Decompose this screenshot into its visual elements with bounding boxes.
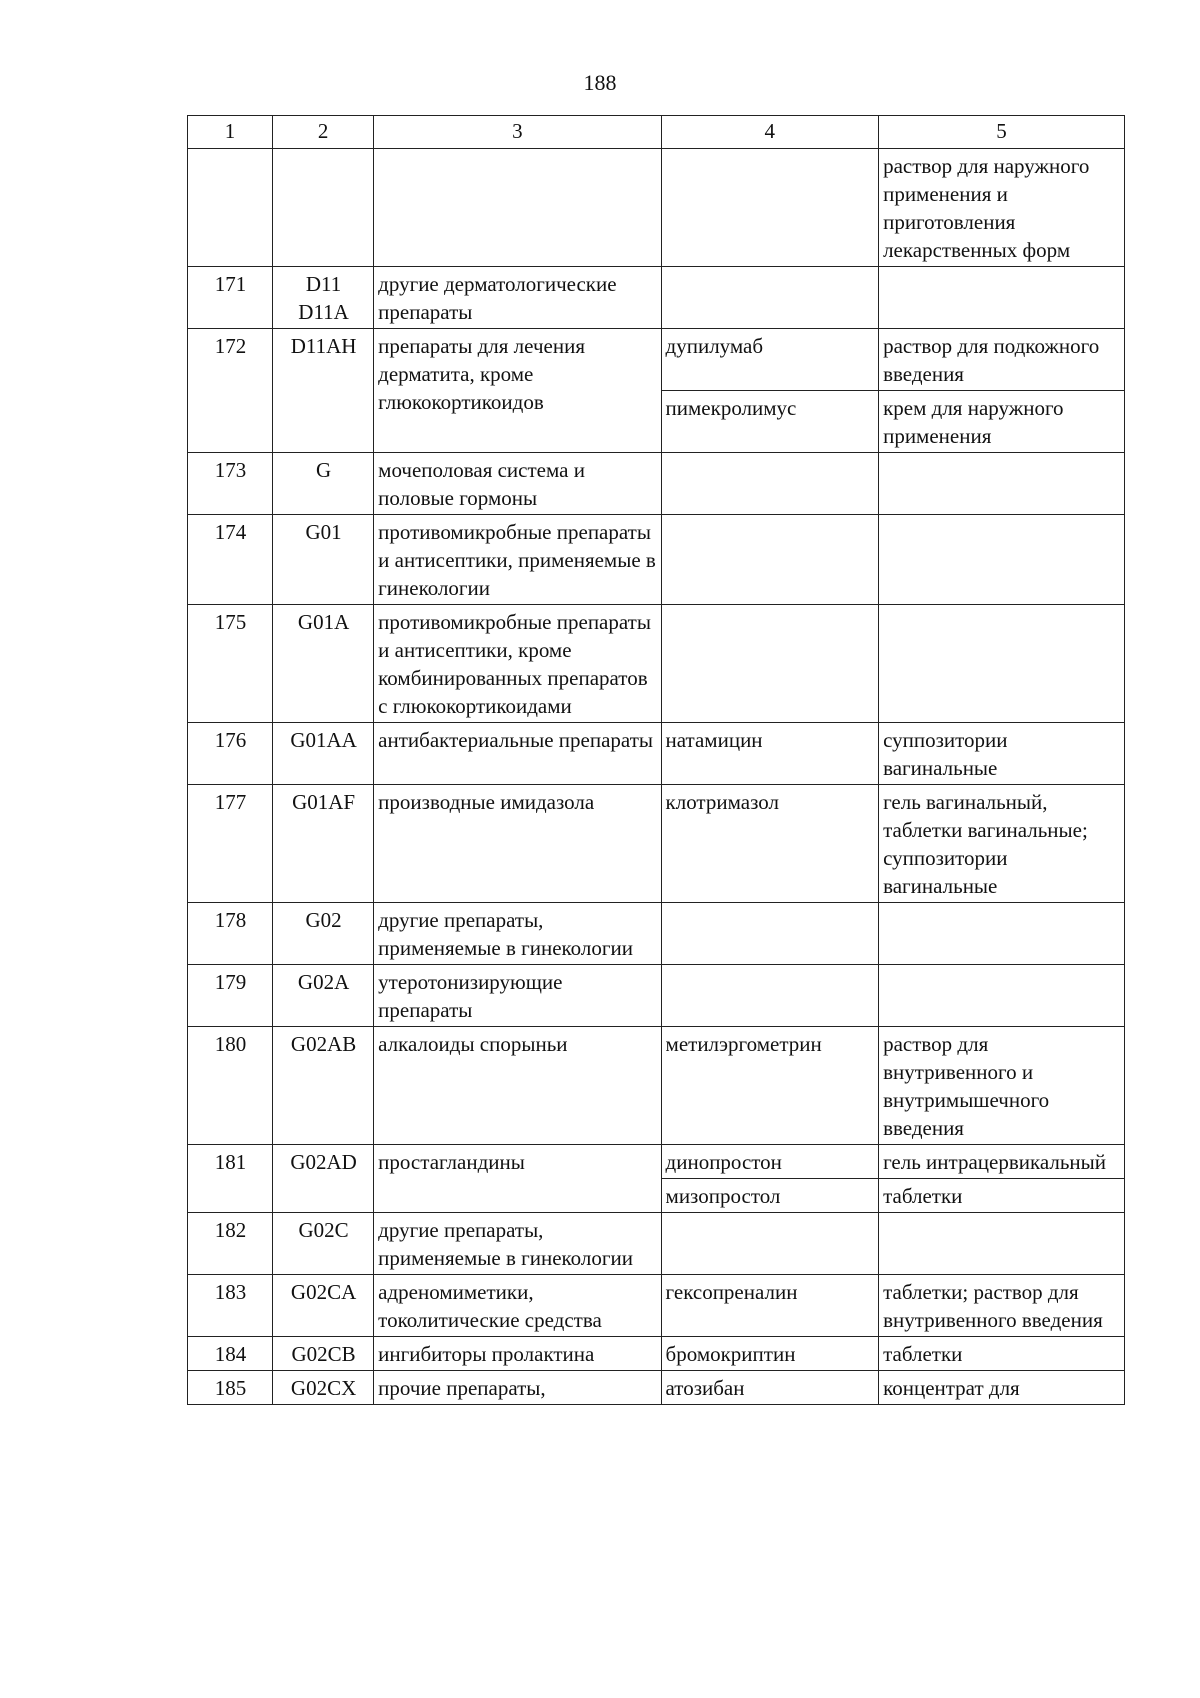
code-line: G02AD bbox=[290, 1150, 357, 1174]
cell-drug bbox=[661, 515, 879, 605]
cell-drug bbox=[661, 149, 879, 267]
cell-number: 183 bbox=[188, 1275, 273, 1337]
cell-drug: натамицин bbox=[661, 723, 879, 785]
code-line: G02AB bbox=[290, 1032, 357, 1056]
cell-form: таблетки; раствор для внутривенного введения bbox=[879, 1275, 1125, 1337]
cell-drug: гексопреналин bbox=[661, 1275, 879, 1337]
cell-number bbox=[188, 149, 273, 267]
code-line: G02CB bbox=[291, 1342, 356, 1366]
code-line: G02 bbox=[305, 908, 342, 932]
cell-code bbox=[272, 149, 373, 267]
cell-form bbox=[879, 1213, 1125, 1275]
continuation-row bbox=[188, 149, 1125, 267]
code-line: D11AH bbox=[290, 334, 357, 358]
cell-number: 177 bbox=[188, 785, 273, 903]
cell-code bbox=[272, 1275, 373, 1337]
table-row bbox=[188, 723, 1125, 785]
table-row bbox=[188, 1275, 1125, 1337]
page-number: 188 bbox=[583, 70, 617, 95]
cell-group: противомикробные препараты и антисептики, кроме комбинированных препаратов с глюкокортикоидами bbox=[374, 605, 661, 723]
table-row bbox=[188, 1145, 1125, 1179]
cell-group: антибактериальные препараты bbox=[374, 723, 661, 785]
code-line: G02CX bbox=[290, 1376, 357, 1400]
cell-drug: пимекролимус bbox=[661, 391, 879, 453]
cell-form: суппозитории вагинальные bbox=[879, 723, 1125, 785]
code-line: D11 bbox=[305, 272, 342, 296]
code-line: D11A bbox=[298, 300, 349, 324]
table-row bbox=[188, 785, 1125, 903]
cell-drug: атозибан bbox=[661, 1371, 879, 1405]
cell-number: 182 bbox=[188, 1213, 273, 1275]
cell-group: алкалоиды спорыньи bbox=[374, 1027, 661, 1145]
cell-code bbox=[272, 1213, 373, 1275]
column-header-drug: 4 bbox=[661, 116, 879, 149]
table-row bbox=[188, 903, 1125, 965]
cell-drug bbox=[661, 903, 879, 965]
cell-number: 181 bbox=[188, 1145, 273, 1213]
column-header-group: 3 bbox=[374, 116, 661, 149]
cell-code bbox=[272, 785, 373, 903]
cell-drug: клотримазол bbox=[661, 785, 879, 903]
cell-drug bbox=[661, 267, 879, 329]
cell-form: концентрат для bbox=[879, 1371, 1125, 1405]
cell-number: 185 bbox=[188, 1371, 273, 1405]
cell-group: ингибиторы пролактина bbox=[374, 1337, 661, 1371]
cell-group: препараты для лечения дерматита, кроме глюкокортикоидов bbox=[374, 329, 661, 453]
table-row bbox=[188, 515, 1125, 605]
cell-number: 172 bbox=[188, 329, 273, 453]
cell-code bbox=[272, 1337, 373, 1371]
cell-form: раствор для подкожного введения bbox=[879, 329, 1125, 391]
cell-form bbox=[879, 267, 1125, 329]
table-row bbox=[188, 453, 1125, 515]
cell-drug bbox=[661, 1213, 879, 1275]
cell-code bbox=[272, 903, 373, 965]
cell-group: другие препараты, применяемые в гинекологии bbox=[374, 903, 661, 965]
cell-form bbox=[879, 515, 1125, 605]
table-row bbox=[188, 1371, 1125, 1405]
table-header-row bbox=[188, 116, 1125, 149]
table-row bbox=[188, 329, 1125, 391]
cell-form bbox=[879, 453, 1125, 515]
cell-group: другие препараты, применяемые в гинекологии bbox=[374, 1213, 661, 1275]
table-row bbox=[188, 267, 1125, 329]
cell-number: 178 bbox=[188, 903, 273, 965]
cell-code bbox=[272, 1027, 373, 1145]
cell-code bbox=[272, 723, 373, 785]
column-header-number: 1 bbox=[188, 116, 273, 149]
code-line: G01 bbox=[305, 520, 342, 544]
cell-number: 175 bbox=[188, 605, 273, 723]
cell-code bbox=[272, 329, 373, 453]
cell-form bbox=[879, 903, 1125, 965]
cell-group: прочие препараты, bbox=[374, 1371, 661, 1405]
cell-group: адреномиметики, токолитические средства bbox=[374, 1275, 661, 1337]
cell-form bbox=[879, 605, 1125, 723]
cell-form bbox=[879, 965, 1125, 1027]
cell-drug: дупилумаб bbox=[661, 329, 879, 391]
code-line: G02CA bbox=[290, 1280, 357, 1304]
table-row bbox=[188, 1213, 1125, 1275]
cell-drug: метилэргометрин bbox=[661, 1027, 879, 1145]
column-header-form: 5 bbox=[879, 116, 1125, 149]
table-row bbox=[188, 1027, 1125, 1145]
cell-form: таблетки bbox=[879, 1337, 1125, 1371]
cell-drug bbox=[661, 965, 879, 1027]
cell-group: производные имидазола bbox=[374, 785, 661, 903]
cell-group: мочеполовая система и половые гормоны bbox=[374, 453, 661, 515]
table-row bbox=[188, 605, 1125, 723]
cell-number: 171 bbox=[188, 267, 273, 329]
cell-group: простагландины bbox=[374, 1145, 661, 1213]
cell-drug bbox=[661, 605, 879, 723]
cell-code bbox=[272, 1371, 373, 1405]
cell-form: таблетки bbox=[879, 1179, 1125, 1213]
cell-form: крем для наружного применения bbox=[879, 391, 1125, 453]
cell-group: другие дерматологические препараты bbox=[374, 267, 661, 329]
code-line: G01A bbox=[297, 610, 350, 634]
cell-form: гель вагинальный, таблетки вагинальные; суппозитории вагинальные bbox=[879, 785, 1125, 903]
cell-group bbox=[374, 149, 661, 267]
cell-drug: бромокриптин bbox=[661, 1337, 879, 1371]
code-line: G01AF bbox=[292, 790, 356, 814]
cell-form: гель интрацервикальный bbox=[879, 1145, 1125, 1179]
cell-code bbox=[272, 605, 373, 723]
code-line: G bbox=[315, 458, 332, 482]
cell-number: 180 bbox=[188, 1027, 273, 1145]
table-body bbox=[188, 149, 1125, 1405]
cell-drug: динопростон bbox=[661, 1145, 879, 1179]
code-line: G02C bbox=[298, 1218, 349, 1242]
cell-code bbox=[272, 267, 373, 329]
cell-number: 176 bbox=[188, 723, 273, 785]
cell-group: утеротонизирующие препараты bbox=[374, 965, 661, 1027]
cell-group: противомикробные препараты и антисептики, применяемые в гинекологии bbox=[374, 515, 661, 605]
cell-code bbox=[272, 965, 373, 1027]
column-header-code: 2 bbox=[272, 116, 373, 149]
cell-number: 173 bbox=[188, 453, 273, 515]
cell-form: раствор для наружного применения и приготовления лекарственных форм bbox=[879, 149, 1125, 267]
table-row bbox=[188, 965, 1125, 1027]
table-row bbox=[188, 1337, 1125, 1371]
cell-number: 174 bbox=[188, 515, 273, 605]
cell-drug bbox=[661, 453, 879, 515]
cell-code bbox=[272, 1145, 373, 1213]
cell-number: 184 bbox=[188, 1337, 273, 1371]
cell-code bbox=[272, 453, 373, 515]
cell-number: 179 bbox=[188, 965, 273, 1027]
cell-code bbox=[272, 515, 373, 605]
drug-list-table bbox=[187, 115, 1125, 1405]
code-line: G02A bbox=[297, 970, 350, 994]
cell-drug: мизопростол bbox=[661, 1179, 879, 1213]
cell-form: раствор для внутривенного и внутримышечного введения bbox=[879, 1027, 1125, 1145]
code-line: G01AA bbox=[290, 728, 357, 752]
